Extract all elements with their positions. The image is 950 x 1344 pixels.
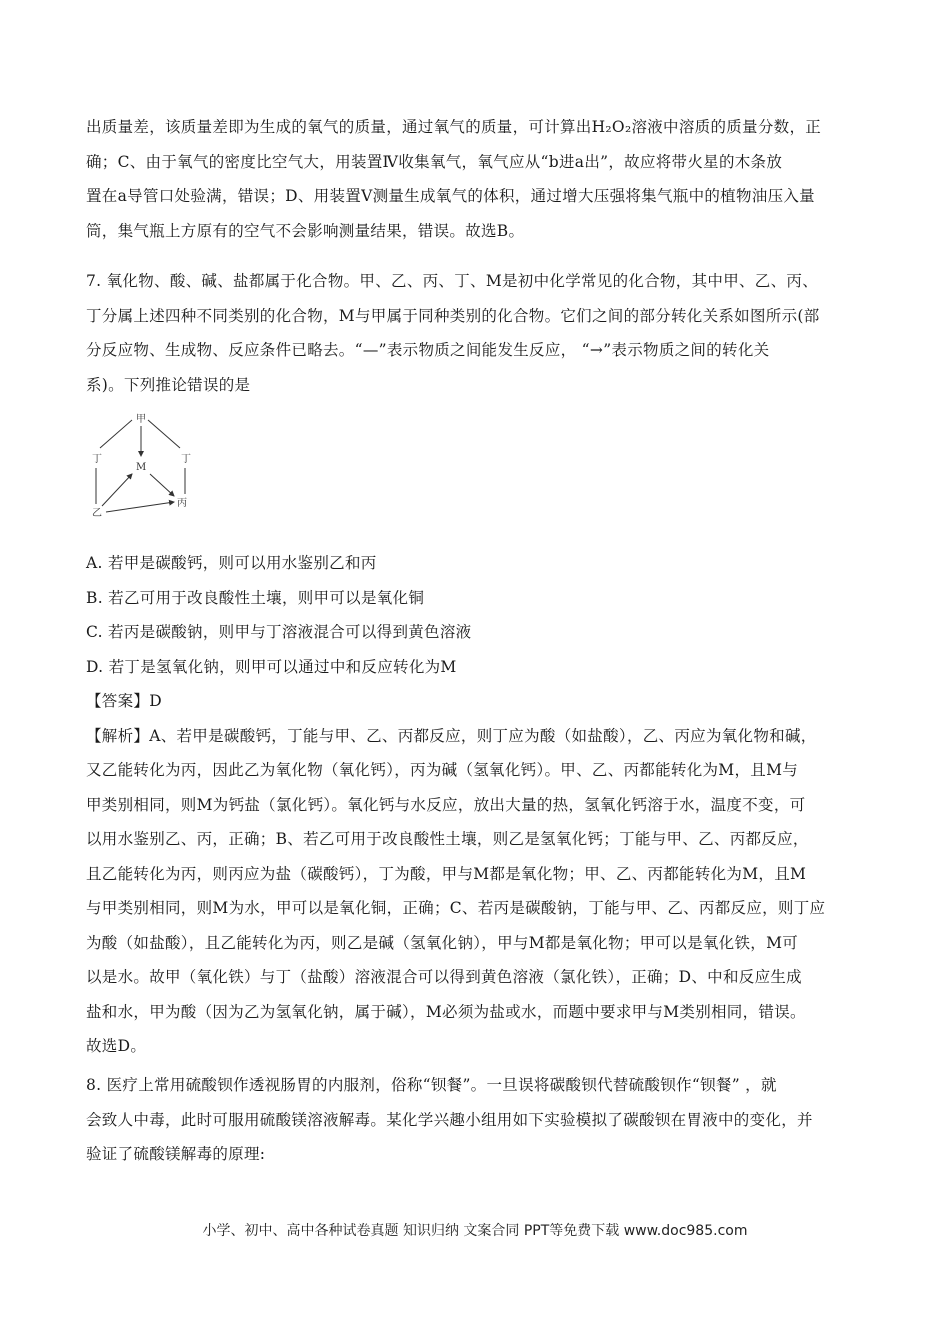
analysis-line: 盐和水，甲为酸（因为乙为氢氧化钠，属于碱），M必须为盐或水，而题中要求甲与M类别相同，错误。 [86,1002,806,1021]
analysis-line: 以用水鉴别乙、丙，正确；B、若乙可用于改良酸性土壤，则乙是氢氧化钙；丁能与甲、乙、丙都反应， [86,830,809,848]
arrow-m-bing [150,474,174,496]
line-jia-ding [100,420,132,448]
previous-answer-continuation [86,110,866,248]
analysis-line: 故选D。 [86,1037,147,1055]
label-jia: 甲 [136,414,146,425]
text-line: 7. 氧化物、酸、碱、盐都属于化合物。甲、乙、丙、丁、M是初中化学常见的化合物，其中甲、乙、丙、 [86,272,818,290]
label-yi: 乙 [92,508,102,519]
text-line: 确；C、由于氧气的密度比空气大，用装置Ⅳ收集氧气，氧气应从“b进a出”，故应将带火星的木条放 [86,152,783,171]
text-line: 出质量差，该质量差即为生成的氧气的质量，通过氧气的质量，可计算出H₂O₂溶液中溶质的质量分数，正 [86,118,822,136]
option-d: D. 若丁是氢氧化钠，则甲可以通过中和反应转化为M [86,657,457,676]
text-line: 分反应物、生成物、反应条件已略去。“—”表示物质之间能发生反应， “→”表示物质之间的转化关 [86,341,770,359]
analysis-line: 与甲类别相同，则M为水，甲可以是氧化铜，正确；C、若丙是碳酸钠，丁能与甲、乙、丙都反应，则丁应 [86,899,826,917]
text-line: 会致人中毒，此时可服用硫酸镁溶液解毒。某化学兴趣小组用如下实验模拟了碳酸钡在胃液中的变化，并 [86,1110,813,1129]
answer: 【答案】D [86,692,162,710]
text-line: 系)。下列推论错误的是 [86,375,251,394]
transformation-diagram [84,410,194,522]
text-line: 丁分属上述四种不同类别的化合物，M与甲属于同种类别的化合物。它们之间的部分转化关系如图所示(部 [86,306,820,325]
text-line: 验证了硫酸镁解毒的原理: [86,1145,266,1163]
text-line: 筒，集气瓶上方原有的空气不会影响测量结果，错误。故选B。 [86,221,525,240]
text-line: 8. 医疗上常用硫酸钡作透视肠胃的内服剂，俗称“钡餐”。一旦误将碳酸钡代替硫酸钡作“钡餐” ，就 [86,1076,777,1094]
label-ding: 丁 [92,454,102,465]
label-bing: 丙 [177,498,187,509]
option-a: A. 若甲是碳酸钙，则可以用水鉴别乙和丙 [86,554,377,572]
option-b: B. 若乙可用于改良酸性土壤，则甲可以是氧化铜 [86,588,425,607]
arrow-yi-bing [106,502,174,512]
analysis-line: 又乙能转化为丙，因此乙为氧化物（氧化钙），丙为碱（氢氧化钙）。甲、乙、丙都能转化为M，且M与 [86,761,799,779]
analysis-line: 且乙能转化为丙，则丙应为盐（碳酸钙），丁为酸，甲与M都是氧化物；甲、乙、丙都能转化为M，且M [86,864,807,883]
line-jia-bing [148,420,180,448]
question-8-stem [86,1068,866,1172]
question-7-options-and-analysis [86,546,866,1064]
analysis-line: 【解析】A、若甲是碳酸钙，丁能与甲、乙、丙都反应，则丁应为酸（如盐酸），乙、丙应为氧化物和碱， [86,726,817,745]
analysis-line: 以是水。故甲（氧化铁）与丁（盐酸）溶液混合可以得到黄色溶液（氯化铁），正确；D、中和反应生成 [86,968,802,986]
option-c: C. 若丙是碳酸钠，则甲与丁溶液混合可以得到黄色溶液 [86,623,472,641]
arrow-yi-m [102,474,132,506]
diagram-svg [84,410,194,522]
page-footer: 小学、初中、高中各种试卷真题 知识归纳 文案合同 PPT等免费下载 www.doc985.com [202,1223,748,1239]
label-ding-right: 丁 [181,454,191,465]
analysis-line: 为酸（如盐酸），且乙能转化为丙，则乙是碱（氢氧化钠），甲与M都是氧化物；甲可以是氧化铁，M可 [86,933,799,952]
label-m: M [136,462,147,473]
question-7-stem [86,264,866,402]
analysis-line: 甲类别相同，则M为钙盐（氯化钙）。氧化钙与水反应，放出大量的热，氢氧化钙溶于水，温度不变，可 [86,795,806,814]
text-line: 置在a导管口处验满，错误；D、用装置Ⅴ测量生成氧气的体积，通过增大压强将集气瓶中的植物油压入量 [86,187,815,205]
